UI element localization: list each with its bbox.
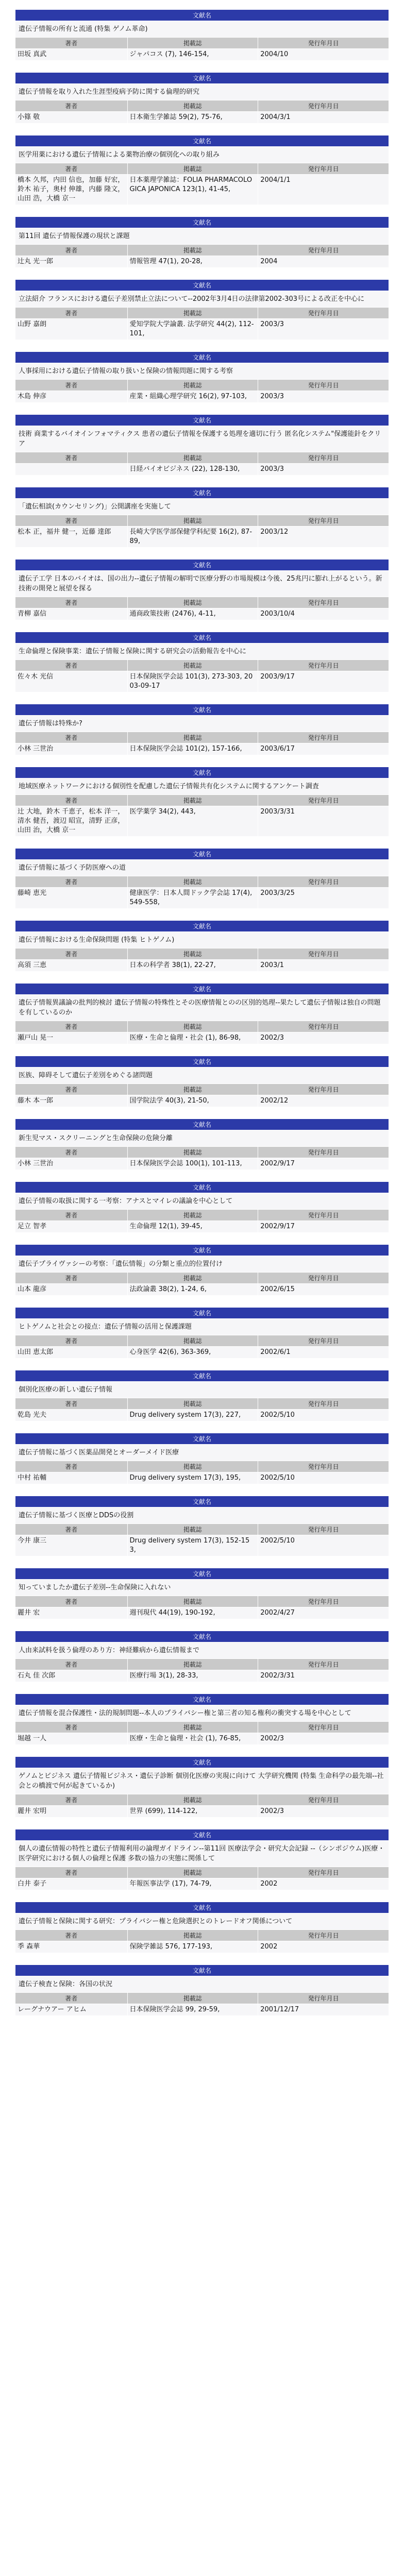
- date-column-header: 発行年月日: [258, 597, 389, 608]
- record-header: 文献名: [15, 135, 389, 147]
- record-author: 堀越 一人: [15, 1733, 128, 1745]
- record-table: [15, 1056, 389, 1107]
- record-header: 文献名: [15, 1182, 389, 1193]
- record-date: 2002/9/17: [258, 1221, 389, 1233]
- date-column-header: 発行年月日: [258, 245, 389, 256]
- journal-column-header: 掲載誌: [127, 1461, 258, 1472]
- author-column-header: 著者: [15, 948, 128, 960]
- record-date: 2002/3: [258, 1733, 389, 1745]
- record-header: 文献名: [15, 1829, 389, 1841]
- author-column-header: 著者: [15, 1524, 128, 1535]
- record-author: 山本 龍彦: [15, 1284, 128, 1296]
- record-date: 2003/6/17: [258, 743, 389, 755]
- author-column-header: 著者: [15, 452, 128, 464]
- record-date: 2001/12/17: [258, 2004, 389, 2016]
- record-header: 文献名: [15, 352, 389, 363]
- record-author: 田坂 真武: [15, 49, 128, 61]
- record-title: 個人の遺伝情報の特性と遺伝子情報利用の論理ガイドライン--第11回 医療法学会・研究大会記録 --（シンポジウム)医療・医学研究における個人の倫理と保護 多数の協力の実態に関係して: [15, 1841, 389, 1867]
- record-title: 遺伝子プライヴァシーの考察：「遺伝情報」の分類と重点的位置付け: [15, 1256, 389, 1273]
- author-column-header: 著者: [15, 1930, 128, 1941]
- record-table: [15, 72, 389, 124]
- record-author: 木島 伸彦: [15, 391, 128, 403]
- record-table: [15, 1307, 389, 1359]
- record-title: 新生児マス・スクリーニングと生命保険の危険分離: [15, 1130, 389, 1147]
- record-journal: 情報管理 47(1), 20-28,: [127, 256, 258, 268]
- record-title: 医学用薬における遺伝子情報による薬物治療の個別化への取り組み: [15, 147, 389, 163]
- record-title: 人由来試料を扱う倫理のあり方：神経難病から遺伝情報まで: [15, 1642, 389, 1659]
- journal-column-header: 掲載誌: [127, 1930, 258, 1941]
- record-table: [15, 216, 389, 268]
- record-table: [15, 1902, 389, 1953]
- record-date: 2002: [258, 1941, 389, 1953]
- journal-column-header: 掲載誌: [127, 452, 258, 464]
- record-author: 小篠 敬: [15, 112, 128, 124]
- author-column-header: 著者: [15, 876, 128, 888]
- record-header: 文献名: [15, 280, 389, 291]
- record-header: 文献名: [15, 1496, 389, 1507]
- author-column-header: 著者: [15, 380, 128, 391]
- record-table: [15, 414, 389, 476]
- record-date: 2003/3/25: [258, 888, 389, 909]
- record-table: [15, 351, 389, 403]
- record-author: [15, 464, 128, 476]
- date-column-header: 発行年月日: [258, 1335, 389, 1347]
- author-column-header: 著者: [15, 1147, 128, 1158]
- author-column-header: 著者: [15, 1273, 128, 1284]
- record-list: [15, 0, 389, 2048]
- record-journal: Drug delivery system 17(3), 152-153,: [127, 1535, 258, 1556]
- journal-column-header: 掲載誌: [127, 948, 258, 960]
- record-table: [15, 848, 389, 909]
- record-date: 2003/9/17: [258, 671, 389, 692]
- record-header: 文献名: [15, 1631, 389, 1642]
- record-table: [15, 135, 389, 205]
- journal-column-header: 掲載誌: [127, 100, 258, 112]
- record-header: 文献名: [15, 73, 389, 84]
- record-title: 遺伝子情報の取扱に関する一考察：アナスとマイレの議論を中心として: [15, 1193, 389, 1210]
- record-author: 乾島 光夫: [15, 1410, 128, 1421]
- record-header: 文献名: [15, 1119, 389, 1130]
- record-table: [15, 1964, 389, 2016]
- author-column-header: 著者: [15, 100, 128, 112]
- record-title: 遺伝子情報と保険に関する研究：プライバシー権と危険選択とのトレードオフ関係について: [15, 1913, 389, 1930]
- date-column-header: 発行年月日: [258, 1461, 389, 1472]
- date-column-header: 発行年月日: [258, 1398, 389, 1410]
- author-column-header: 著者: [15, 1210, 128, 1221]
- author-column-header: 著者: [15, 38, 128, 49]
- journal-column-header: 掲載誌: [127, 515, 258, 527]
- record-title: 立法紹介 フランスにおける遺伝子差別禁止立法について--2002年3月4日の法律第2002-303号による改正を中心に: [15, 291, 389, 308]
- record-author: 瀬戸山 晃一: [15, 1032, 128, 1044]
- record-table: [15, 1496, 389, 1556]
- record-journal: 日本衛生学雑誌 59(2), 75-76,: [127, 112, 258, 124]
- record-author: 小林 三世治: [15, 743, 128, 755]
- record-author: 山田 恵太郎: [15, 1347, 128, 1359]
- record-journal: 世界 (699), 114-122,: [127, 1806, 258, 1818]
- author-column-header: 著者: [15, 308, 128, 319]
- journal-column-header: 掲載誌: [127, 1273, 258, 1284]
- record-header: 文献名: [15, 1308, 389, 1319]
- record-journal: Drug delivery system 17(3), 227,: [127, 1410, 258, 1421]
- record-title: 遺伝子検査と保険：各国の状況: [15, 1976, 389, 1993]
- record-date: 2002: [258, 1878, 389, 1890]
- record-journal: 日本保険医学会誌 101(2), 157-166,: [127, 743, 258, 755]
- date-column-header: 発行年月日: [258, 876, 389, 888]
- record-table: [15, 983, 389, 1044]
- record-date: 2003/3: [258, 464, 389, 476]
- author-column-header: 著者: [15, 1596, 128, 1607]
- record-author: 辻 大地，鈴木 千恵子，松本 洋一，清水 健吾，渡辺 昭宣，清野 正彦，山田 治，大橋 京一: [15, 806, 128, 837]
- record-title: 地域医療ネットワークにおける個別性を配慮した遺伝子情報共有化システムに関するアンケート調査: [15, 778, 389, 795]
- record-journal: 年報医事法学 (17), 74-79,: [127, 1878, 258, 1890]
- record-journal: 保険学雑誌 576, 177-193,: [127, 1941, 258, 1953]
- record-journal: 医療・生命と倫理・社会 (1), 86-98,: [127, 1032, 258, 1044]
- journal-column-header: 掲載誌: [127, 1398, 258, 1410]
- record-title: 遺伝子情報における生命保険問題 (特集 ヒトゲノム): [15, 932, 389, 948]
- record-title: 医族、障碍そして遺伝子差別をめぐる諸問題: [15, 1067, 389, 1084]
- date-column-header: 発行年月日: [258, 163, 389, 175]
- date-column-header: 発行年月日: [258, 1722, 389, 1733]
- record-journal: 健康医学：日本人間ドック学会誌 17(4), 549-558,: [127, 888, 258, 909]
- record-author: 麗井 宏明: [15, 1806, 128, 1818]
- record-author: 季 森華: [15, 1941, 128, 1953]
- record-table: [15, 1370, 389, 1421]
- record-author: 松本 正，福井 健一，近藤 達郎: [15, 527, 128, 548]
- record-table: [15, 279, 389, 340]
- journal-column-header: 掲載誌: [127, 876, 258, 888]
- author-column-header: 著者: [15, 1867, 128, 1878]
- record-header: 文献名: [15, 704, 389, 716]
- record-header: 文献名: [15, 1568, 389, 1580]
- record-table: [15, 1693, 389, 1745]
- record-journal: 日本保険医学会誌 99, 29-59,: [127, 2004, 258, 2016]
- record-journal: 法政論叢 38(2), 1-24, 6,: [127, 1284, 258, 1296]
- record-journal: 日本保険医学会誌 101(3), 273-303, 2003-09-17: [127, 671, 258, 692]
- record-header: 文献名: [15, 921, 389, 932]
- date-column-header: 発行年月日: [258, 1273, 389, 1284]
- record-header: 文献名: [15, 1902, 389, 1913]
- record-author: 中村 祐輔: [15, 1472, 128, 1484]
- record-journal: 週刊現代 44(19), 190-192,: [127, 1607, 258, 1619]
- journal-column-header: 掲載誌: [127, 1867, 258, 1878]
- record-header: 文献名: [15, 1245, 389, 1256]
- record-journal: 医療行場 3(1), 28-33,: [127, 1670, 258, 1682]
- record-header: 文献名: [15, 984, 389, 995]
- journal-column-header: 掲載誌: [127, 245, 258, 256]
- record-date: 2002/3: [258, 1032, 389, 1044]
- record-journal: 産業・組織心理学研究 16(2), 97-103,: [127, 391, 258, 403]
- record-table: [15, 632, 389, 692]
- journal-column-header: 掲載誌: [127, 1084, 258, 1095]
- journal-column-header: 掲載誌: [127, 1147, 258, 1158]
- record-title: 遺伝子情報を混合保護性・法的規制問題--本人のプライバシー権と第三者の知る権利の衝突する場を中心として: [15, 1705, 389, 1722]
- date-column-header: 発行年月日: [258, 1794, 389, 1806]
- record-title: 遺伝子情報に基づく医療とDDSの役割: [15, 1507, 389, 1524]
- record-date: 2004: [258, 256, 389, 268]
- record-author: 辻丸 光一郎: [15, 256, 128, 268]
- record-header: 文献名: [15, 1757, 389, 1768]
- date-column-header: 発行年月日: [258, 452, 389, 464]
- record-title: 「遺伝相談(カウンセリング)」公開講座を実施して: [15, 499, 389, 515]
- journal-column-header: 掲載誌: [127, 795, 258, 806]
- record-header: 文献名: [15, 767, 389, 778]
- journal-column-header: 掲載誌: [127, 380, 258, 391]
- record-date: 2002/6/15: [258, 1284, 389, 1296]
- journal-column-header: 掲載誌: [127, 1335, 258, 1347]
- record-header: 文献名: [15, 849, 389, 860]
- record-date: 2003/3/31: [258, 806, 389, 837]
- journal-column-header: 掲載誌: [127, 38, 258, 49]
- date-column-header: 発行年月日: [258, 1993, 389, 2004]
- date-column-header: 発行年月日: [258, 795, 389, 806]
- record-table: [15, 1631, 389, 1682]
- record-date: 2002/6/1: [258, 1347, 389, 1359]
- record-table: [15, 704, 389, 755]
- record-author: 高須 三恵: [15, 960, 128, 972]
- record-date: 2002/12: [258, 1095, 389, 1107]
- record-author: 藤崎 恵光: [15, 888, 128, 909]
- record-journal: 日本保険医学会誌 100(1), 101-113,: [127, 1158, 258, 1170]
- record-table: [15, 1829, 389, 1890]
- record-title: 技術 商業するバイオインフォマティクス 患者の遺伝子情報を保護する処理を適切に行う 匿名化システム"保護能針をクリア: [15, 426, 389, 452]
- record-header: 文献名: [15, 632, 389, 643]
- record-title: 知っていましたか遺伝子差別--生命保険に入れない: [15, 1580, 389, 1596]
- author-column-header: 著者: [15, 1722, 128, 1733]
- author-column-header: 著者: [15, 245, 128, 256]
- record-header: 文献名: [15, 217, 389, 228]
- record-journal: 通商政策技術 (2476), 4-11,: [127, 608, 258, 620]
- date-column-header: 発行年月日: [258, 1524, 389, 1535]
- date-column-header: 発行年月日: [258, 1930, 389, 1941]
- record-title: 遺伝子情報の所有と流通 (特集 ゲノム革命): [15, 21, 389, 38]
- author-column-header: 著者: [15, 1794, 128, 1806]
- record-header: 文献名: [15, 1965, 389, 1976]
- journal-column-header: 掲載誌: [127, 308, 258, 319]
- journal-column-header: 掲載誌: [127, 1659, 258, 1670]
- date-column-header: 発行年月日: [258, 308, 389, 319]
- record-author: 橋本 久邦，内田 信也，加藤 好宏，鈴木 祐子，奥村 伸雄，内藤 隆文，山田 浩，大橋 京一: [15, 175, 128, 205]
- record-date: 2002/3/31: [258, 1670, 389, 1682]
- date-column-header: 発行年月日: [258, 1867, 389, 1878]
- date-column-header: 発行年月日: [258, 1084, 389, 1095]
- record-journal: 愛知学院大学論叢. 法学研究 44(2), 112-101,: [127, 319, 258, 340]
- date-column-header: 発行年月日: [258, 380, 389, 391]
- author-column-header: 著者: [15, 1335, 128, 1347]
- record-journal: Drug delivery system 17(3), 195,: [127, 1472, 258, 1484]
- record-title: 遺伝子情報は特殊か?: [15, 716, 389, 732]
- record-header: 文献名: [15, 1056, 389, 1067]
- record-table: [15, 1756, 389, 1818]
- record-author: 小林 三世治: [15, 1158, 128, 1170]
- record-table: [15, 559, 389, 620]
- record-author: 麗井 宏: [15, 1607, 128, 1619]
- author-column-header: 著者: [15, 515, 128, 527]
- record-author: レーグナウアー アヒム: [15, 2004, 128, 2016]
- record-author: 足立 智孝: [15, 1221, 128, 1233]
- author-column-header: 著者: [15, 1398, 128, 1410]
- date-column-header: 発行年月日: [258, 1210, 389, 1221]
- record-date: 2002/5/10: [258, 1410, 389, 1421]
- record-journal: 日本薬理学雑誌：FOLIA PHARMACOLOGICA JAPONICA 123(1), 41-45,: [127, 175, 258, 205]
- record-author: 白井 泰子: [15, 1878, 128, 1890]
- journal-column-header: 掲載誌: [127, 1210, 258, 1221]
- record-table: [15, 1244, 389, 1296]
- journal-column-header: 掲載誌: [127, 1596, 258, 1607]
- date-column-header: 発行年月日: [258, 1021, 389, 1032]
- author-column-header: 著者: [15, 1659, 128, 1670]
- record-journal: 長崎大学医学部保健学科紀要 16(2), 87-89,: [127, 527, 258, 548]
- journal-column-header: 掲載誌: [127, 1021, 258, 1032]
- record-table: [15, 1433, 389, 1484]
- journal-column-header: 掲載誌: [127, 163, 258, 175]
- journal-column-header: 掲載誌: [127, 660, 258, 671]
- author-column-header: 著者: [15, 732, 128, 743]
- record-journal: 心身医学 42(6), 363-369,: [127, 1347, 258, 1359]
- record-journal: ジャパコス (7), 146-154,: [127, 49, 258, 61]
- date-column-header: 発行年月日: [258, 38, 389, 49]
- record-title: 遺伝子情報に基づく医薬品開発とオーダーメイド医療: [15, 1445, 389, 1461]
- record-table: [15, 1118, 389, 1170]
- date-column-header: 発行年月日: [258, 948, 389, 960]
- date-column-header: 発行年月日: [258, 100, 389, 112]
- record-date: 2002/5/10: [258, 1535, 389, 1556]
- record-journal: 日本の科学者 38(1), 22-27,: [127, 960, 258, 972]
- author-column-header: 著者: [15, 795, 128, 806]
- record-journal: 医学薬学 34(2), 443,: [127, 806, 258, 837]
- record-date: 2002/9/17: [258, 1158, 389, 1170]
- record-title: ゲノムとビジネス 遺伝子情報ビジネス・遺伝子診断 個別化医療の実現に向けて 大学研究機関 (特集 生命科学の最先端--社会との橋渡で何が起きているか): [15, 1768, 389, 1794]
- journal-column-header: 掲載誌: [127, 1993, 258, 2004]
- record-date: 2003/10/4: [258, 608, 389, 620]
- author-column-header: 著者: [15, 660, 128, 671]
- record-table: [15, 920, 389, 972]
- record-title: 遺伝子情報に基づく予防医療への道: [15, 860, 389, 876]
- record-title: 生命倫理と保険事業：遺伝子情報と保険に関する研究会の活動報告を中心に: [15, 643, 389, 660]
- record-date: 2003/3: [258, 319, 389, 340]
- author-column-header: 著者: [15, 597, 128, 608]
- journal-column-header: 掲載誌: [127, 732, 258, 743]
- record-date: 2002/5/10: [258, 1472, 389, 1484]
- record-header: 文献名: [15, 487, 389, 499]
- record-date: 2002/4/27: [258, 1607, 389, 1619]
- date-column-header: 発行年月日: [258, 1147, 389, 1158]
- record-header: 文献名: [15, 1694, 389, 1705]
- record-author: 藤木 本一郎: [15, 1095, 128, 1107]
- record-author: 佐々木 光信: [15, 671, 128, 692]
- record-date: 2003/12: [258, 527, 389, 548]
- record-date: 2004/3/1: [258, 112, 389, 124]
- author-column-header: 著者: [15, 1461, 128, 1472]
- author-column-header: 著者: [15, 1084, 128, 1095]
- record-date: 2002/3: [258, 1806, 389, 1818]
- journal-column-header: 掲載誌: [127, 597, 258, 608]
- author-column-header: 著者: [15, 1993, 128, 2004]
- date-column-header: 発行年月日: [258, 1659, 389, 1670]
- record-table: [15, 1181, 389, 1233]
- record-title: 人事採用における遺伝子情報の取り扱いと保険の情報問題に関する考察: [15, 363, 389, 380]
- record-author: 山野 嘉朗: [15, 319, 128, 340]
- record-title: 遺伝子情報を取り入れた生涯型疫病予防に関する倫理的研究: [15, 84, 389, 100]
- record-date: 2004/10: [258, 49, 389, 61]
- record-journal: 国学院法学 40(3), 21-50,: [127, 1095, 258, 1107]
- record-title: 遺伝子情報異議論の批判的検討 遺伝子情報の特殊性とその医療情報とのの区別的処理--果たして遺伝子情報は独自の問題を有しているのか: [15, 995, 389, 1021]
- record-header: 文献名: [15, 415, 389, 426]
- date-column-header: 発行年月日: [258, 660, 389, 671]
- record-title: 第11回 遺伝子情報保護の現状と課題: [15, 228, 389, 245]
- journal-column-header: 掲載誌: [127, 1722, 258, 1733]
- date-column-header: 発行年月日: [258, 515, 389, 527]
- record-table: [15, 1568, 389, 1619]
- record-header: 文献名: [15, 10, 389, 21]
- record-header: 文献名: [15, 1370, 389, 1382]
- journal-column-header: 掲載誌: [127, 1794, 258, 1806]
- record-author: 石丸 佳 次郎: [15, 1670, 128, 1682]
- author-column-header: 著者: [15, 163, 128, 175]
- record-header: 文献名: [15, 560, 389, 571]
- record-author: 今井 康三: [15, 1535, 128, 1556]
- date-column-header: 発行年月日: [258, 1596, 389, 1607]
- record-table: [15, 767, 389, 837]
- record-author: 青柳 嘉信: [15, 608, 128, 620]
- journal-column-header: 掲載誌: [127, 1524, 258, 1535]
- record-title: 個別化医療の新しい遺伝子情報: [15, 1382, 389, 1398]
- record-title: ヒトゲノムと社会との接点：遺伝子情報の活用と保護課題: [15, 1319, 389, 1335]
- record-table: [15, 9, 389, 61]
- record-date: 2003/3: [258, 391, 389, 403]
- record-date: 2004/1/1: [258, 175, 389, 205]
- record-date: 2003/1: [258, 960, 389, 972]
- record-journal: 日経バイオビジネス (22), 128-130,: [127, 464, 258, 476]
- record-header: 文献名: [15, 1433, 389, 1445]
- record-table: [15, 487, 389, 548]
- author-column-header: 著者: [15, 1021, 128, 1032]
- record-journal: 生命倫理 12(1), 39-45,: [127, 1221, 258, 1233]
- record-title: 遺伝子工学 日本のバイオは、国の出力--遺伝子情報の解明で医療分野の市場規模は今後、25兆円に膨れ上がるという。新技術の開発と展望を探る: [15, 571, 389, 597]
- date-column-header: 発行年月日: [258, 732, 389, 743]
- record-journal: 医療・生命と倫理・社会 (1), 76-85,: [127, 1733, 258, 1745]
